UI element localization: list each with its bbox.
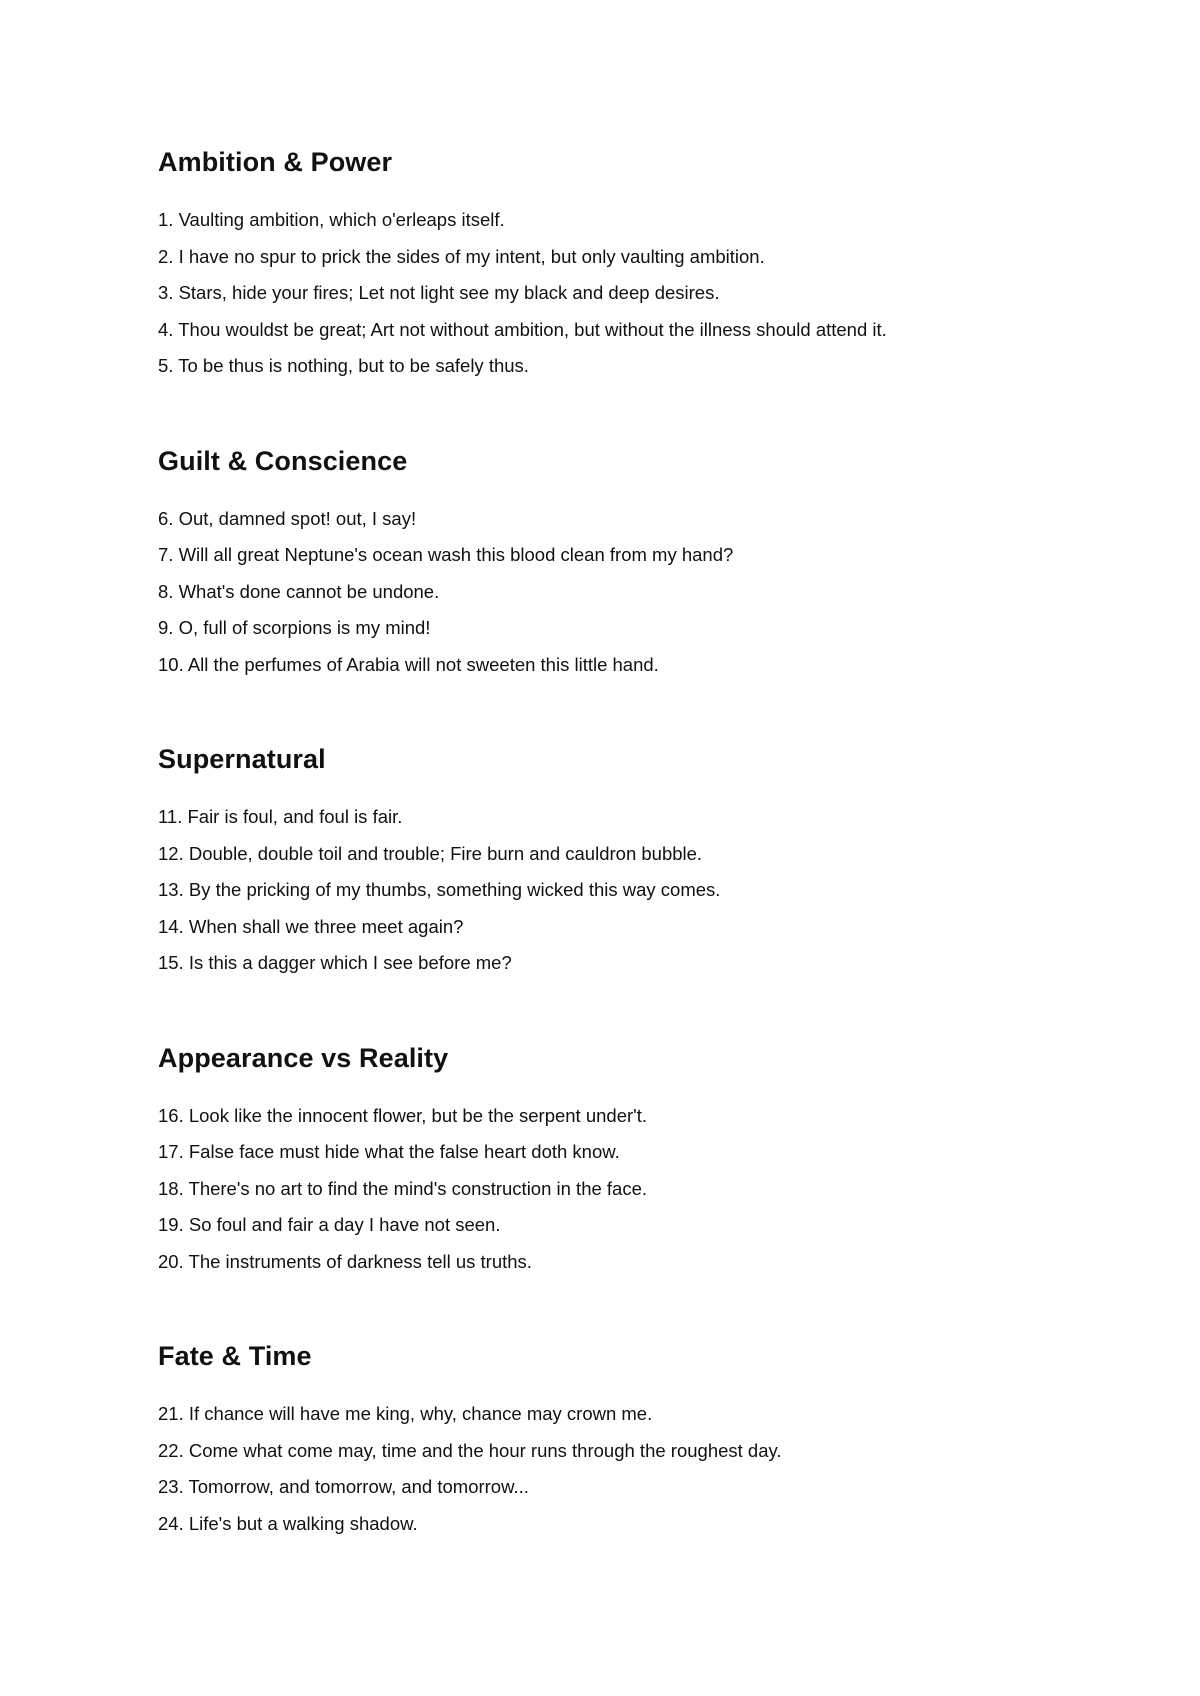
quote-list — [158, 202, 1118, 385]
quote-item: 2. I have no spur to prick the sides of my intent, but only vaulting ambition. — [158, 245, 765, 267]
quote-item: 9. O, full of scorpions is my mind! — [158, 617, 431, 638]
quote-item: 6. Out, damned spot! out, I say! — [158, 507, 417, 529]
quote-list — [158, 1098, 1118, 1281]
quote-item: 19. So foul and fair a day I have not seen. — [158, 1214, 501, 1235]
section-appearance-reality — [158, 1042, 1118, 1281]
quote-item: 15. Is this a dagger which I see before me? — [158, 952, 512, 973]
quote-item: 7. Will all great Neptune's ocean wash this blood clean from my hand? — [158, 544, 734, 565]
quote-item: 10. All the perfumes of Arabia will not sweeten this little hand. — [158, 653, 659, 675]
section-heading: Fate & Time — [158, 1341, 312, 1371]
quote-item: 3. Stars, hide your fires; Let not light see my black and deep desires. — [158, 282, 720, 303]
quote-item: 24. Life's but a walking shadow. — [158, 1512, 418, 1534]
quote-item: 23. Tomorrow, and tomorrow, and tomorrow... — [158, 1476, 529, 1497]
quote-item: 14. When shall we three meet again? — [158, 915, 464, 937]
quote-item: 4. Thou wouldst be great; Art not without ambition, but without the illness should attend it. — [158, 318, 887, 340]
quote-item: 21. If chance will have me king, why, chance may crown me. — [158, 1403, 653, 1424]
quote-item: 13. By the pricking of my thumbs, something wicked this way comes. — [158, 879, 721, 900]
section-heading: Appearance vs Reality — [158, 1042, 449, 1073]
section-heading: Guilt & Conscience — [158, 445, 408, 476]
section-fate-time — [158, 1340, 1118, 1542]
section-heading: Supernatural — [158, 744, 326, 774]
quote-item: 8. What's done cannot be undone. — [158, 580, 440, 602]
quote-item: 22. Come what come may, time and the hour runs through the roughest day. — [158, 1439, 782, 1461]
quote-item: 17. False face must hide what the false heart doth know. — [158, 1141, 620, 1162]
section-heading: Ambition & Power — [158, 147, 393, 177]
quote-item: 12. Double, double toil and trouble; Fire burn and cauldron bubble. — [158, 842, 703, 864]
quote-list — [158, 1396, 1118, 1542]
quote-item: 11. Fair is foul, and foul is fair. — [158, 806, 403, 827]
document-page — [158, 146, 1118, 1602]
quote-item: 20. The instruments of darkness tell us truths. — [158, 1250, 532, 1272]
quote-list — [158, 799, 1118, 982]
section-guilt-conscience — [158, 445, 1118, 684]
quote-item: 16. Look like the innocent flower, but be the serpent under't. — [158, 1104, 647, 1126]
section-supernatural — [158, 743, 1118, 982]
quote-item: 1. Vaulting ambition, which o'erleaps itself. — [158, 209, 505, 230]
quote-item: 18. There's no art to find the mind's construction in the face. — [158, 1177, 648, 1199]
section-ambition-power — [158, 146, 1118, 385]
quote-list — [158, 501, 1118, 684]
quote-item: 5. To be thus is nothing, but to be safely thus. — [158, 355, 529, 376]
